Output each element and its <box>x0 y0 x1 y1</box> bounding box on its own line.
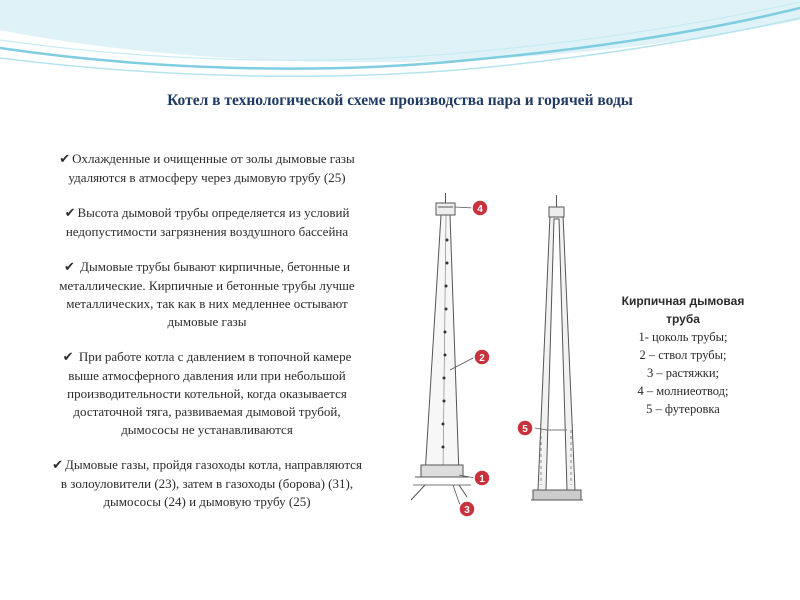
bullet-item: ✔ Дымовые трубы бывают кирпичные, бетонные и металлические. Кирпичные и бетонные трубы лучше металлических, так как в них медленнее остывают дымовые газы <box>59 259 355 329</box>
checkmark-icon: ✔ <box>59 152 71 167</box>
svg-text:4: 4 <box>477 204 483 215</box>
legend-item: 3 – растяжки; <box>646 366 719 380</box>
marker-1 <box>474 470 490 486</box>
svg-text:1: 1 <box>479 474 485 485</box>
legend-item: 2 – ствол трубы; <box>639 348 727 362</box>
checkmark-icon: ✔ <box>52 458 63 473</box>
legend-item: 5 – футеровка <box>646 402 720 416</box>
svg-text:2: 2 <box>479 353 485 364</box>
bullet-item: ✔ Дымовые газы, пройдя газоходы котла, направляются в золоуловители (23), затем в газоходы (борова) (31), дымососы (24) и дымовую трубу (25) <box>52 457 362 509</box>
bullet-item: ✔ Охлажденные и очищенные от золы дымовые газы удаляются в атмосферу через дымовую трубу (25) <box>59 151 355 185</box>
checkmark-icon: ✔ <box>62 350 74 365</box>
legend-title-line2: труба <box>666 312 700 326</box>
checkmark-icon: ✔ <box>63 260 75 275</box>
marker-3 <box>459 501 475 517</box>
chimney-exterior <box>411 193 471 500</box>
legend-title-line1: Кирпичная дымовая <box>621 294 745 308</box>
svg-text:5: 5 <box>522 424 528 435</box>
marker-5 <box>517 420 533 436</box>
legend <box>598 292 768 418</box>
marker-2 <box>474 349 490 365</box>
bullet-item: ✔ Высота дымовой трубы определяется из условий недопустимости загрязнения воздушного бассейна <box>64 205 350 239</box>
header-wave-decoration <box>0 0 800 90</box>
chimney-section <box>531 195 583 500</box>
bullet-item: ✔ При работе котла с давлением в топочной камере выше атмосферного давления или при небольшой производительности котельной, когда оказывается достаточной тяга, развиваемая дымовой трубой, дымососы не устанавливаются <box>62 349 352 437</box>
legend-item: 1- цоколь трубы; <box>638 330 728 344</box>
svg-text:3: 3 <box>464 505 470 516</box>
legend-item: 4 – молниеотвод; <box>637 384 729 398</box>
checkmark-icon: ✔ <box>64 206 76 221</box>
page-title: Котел в технологической схеме производства пара и горячей воды <box>167 92 633 109</box>
marker-4 <box>472 200 488 216</box>
chimney-diagram <box>405 185 595 535</box>
